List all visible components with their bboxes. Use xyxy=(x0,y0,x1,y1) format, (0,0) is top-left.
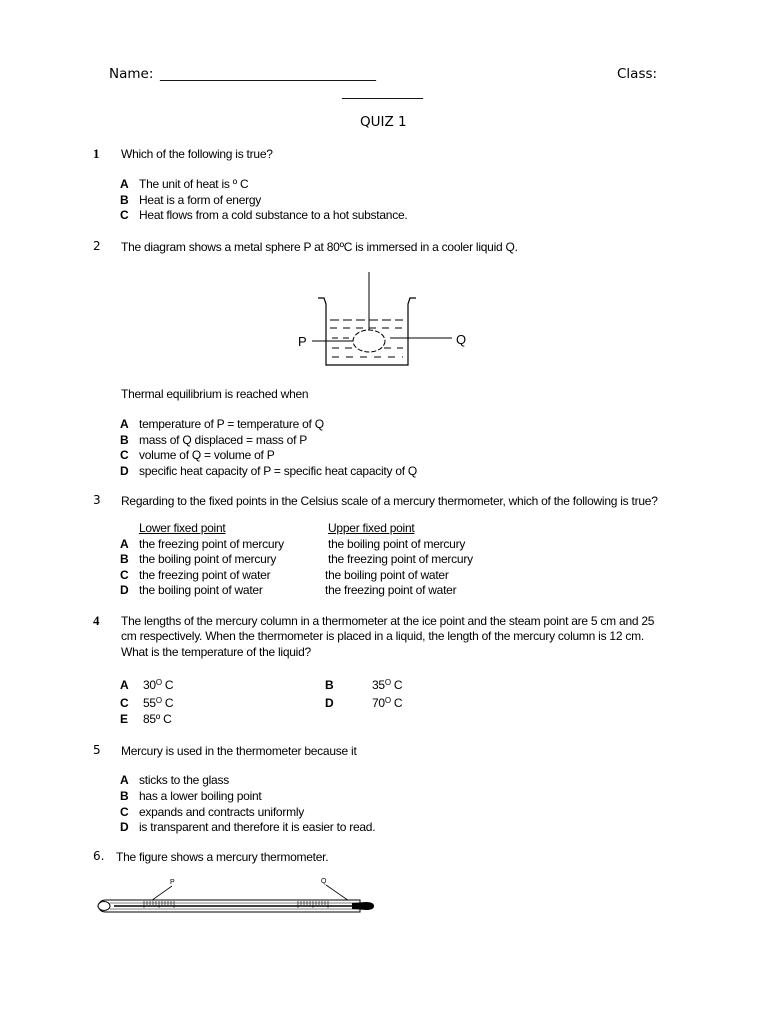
q1-option-a-text: The unit of heat is º C xyxy=(139,177,249,191)
q5-option-c-text: expands and contracts uniformly xyxy=(139,805,305,819)
class-label: Class: xyxy=(617,66,658,82)
thermometer-label-q: Q xyxy=(321,878,327,885)
mercury-bulb xyxy=(352,902,374,910)
q3-row-d-letter: D xyxy=(120,583,129,597)
quiz-title: QUIZ 1 xyxy=(360,114,407,130)
q4-option-b-value: $35^O$ C xyxy=(372,678,403,692)
q4-line1: The lengths of the mercury column in a thermometer at the ice point and the steam point are 5 cm and 25 xyxy=(121,614,655,628)
q3-row-b-letter: B xyxy=(120,552,129,566)
q2-option-d-letter: D xyxy=(120,464,129,478)
q3-row-d-lower: the boiling point of water xyxy=(139,583,263,597)
q3-row-b-lower: the boiling point of mercury xyxy=(139,552,277,566)
q4-option-d-value: $70^O$ C xyxy=(372,696,403,710)
class-blank[interactable]: ____________ xyxy=(342,84,423,100)
q5-option-d-letter: D xyxy=(120,820,129,834)
q3-number: 3 xyxy=(93,493,101,507)
q1-option-b-letter: B xyxy=(120,193,129,207)
q6-number: 6. xyxy=(93,849,105,863)
q2-option-a-letter: A xyxy=(120,417,129,431)
q4-option-e-letter: E xyxy=(120,712,129,726)
diagram-label-q: Q xyxy=(456,332,467,347)
q2-number: 2 xyxy=(93,239,101,253)
metal-sphere xyxy=(353,330,385,352)
q5-option-d-text: is transparent and therefore it is easier to read. xyxy=(139,820,376,834)
q2-option-c-text: volume of Q = volume of P xyxy=(139,448,275,462)
q6-text: The figure shows a mercury thermometer. xyxy=(116,850,329,864)
q3-row-a-lower: the freezing point of mercury xyxy=(139,537,284,551)
q5-number: 5 xyxy=(93,743,101,757)
name-blank[interactable]: ________________________________ xyxy=(160,66,376,82)
beaker-diagram xyxy=(290,270,480,370)
thermometer-label-p: P xyxy=(170,879,175,886)
name-label: Name: xyxy=(109,66,154,82)
q3-col-lower: Lower fixed point xyxy=(139,521,226,535)
q3-row-a-upper: the boiling point of mercury xyxy=(328,537,466,551)
q1-option-a-letter: A xyxy=(120,177,129,191)
q2-option-a-text: temperature of P = temperature of Q xyxy=(139,417,324,431)
thermometer-diagram xyxy=(90,872,380,920)
q2-option-c-letter: C xyxy=(120,448,129,462)
q2-option-b-text: mass of Q displaced = mass of P xyxy=(139,433,307,447)
tube-end xyxy=(98,902,110,911)
q3-row-b-upper: the freezing point of mercury xyxy=(328,552,473,566)
q4-option-e-value: 85º C xyxy=(143,712,172,726)
q3-row-c-lower: the freezing point of water xyxy=(139,568,271,582)
q3-row-d-upper: the freezing point of water xyxy=(325,583,457,597)
q2-option-b-letter: B xyxy=(120,433,129,447)
q3-text: Regarding to the fixed points in the Celsius scale of a mercury thermometer, which of the following is true? xyxy=(121,494,658,508)
diagram-label-p: P xyxy=(298,334,307,349)
q4-line2: cm respectively. When the thermometer is placed in a liquid, the length of the mercury column is 12 cm. xyxy=(121,629,644,643)
q1-option-c-letter: C xyxy=(120,208,129,222)
q4-option-c-letter: C xyxy=(120,696,129,710)
q1-option-b-text: Heat is a form of energy xyxy=(139,193,262,207)
q1-number: 1 xyxy=(93,146,100,161)
q4-option-b-letter: B xyxy=(325,678,334,692)
q2-text: The diagram shows a metal sphere P at 80ºC is immersed in a cooler liquid Q. xyxy=(121,240,518,254)
q1-option-c-text: Heat flows from a cold substance to a hot substance. xyxy=(139,208,408,222)
q5-option-a-letter: A xyxy=(120,773,129,787)
q5-option-b-letter: B xyxy=(120,789,129,803)
q3-row-c-letter: C xyxy=(120,568,129,582)
q4-option-a-letter: A xyxy=(120,678,129,692)
q4-option-a-value: $30^O$ C xyxy=(143,678,174,692)
q4-option-c-value: $55^O$ C xyxy=(143,696,174,710)
q2-option-d-text: specific heat capacity of P = specific heat capacity of Q xyxy=(139,464,418,478)
q5-option-a-text: sticks to the glass xyxy=(139,773,229,787)
q4-number: 4 xyxy=(93,613,100,628)
q5-option-b-text: has a lower boiling point xyxy=(139,789,262,803)
q3-col-upper: Upper fixed point xyxy=(328,521,415,535)
q4-option-d-letter: D xyxy=(325,696,334,710)
q3-row-c-upper: the boiling point of water xyxy=(325,568,449,582)
q5-option-c-letter: C xyxy=(120,805,129,819)
q3-row-a-letter: A xyxy=(120,537,129,551)
q4-line3: What is the temperature of the liquid? xyxy=(121,645,311,659)
q1-text: Which of the following is true? xyxy=(121,147,273,161)
q5-text: Mercury is used in the thermometer because it xyxy=(121,744,357,758)
q2-stem: Thermal equilibrium is reached when xyxy=(121,387,309,401)
